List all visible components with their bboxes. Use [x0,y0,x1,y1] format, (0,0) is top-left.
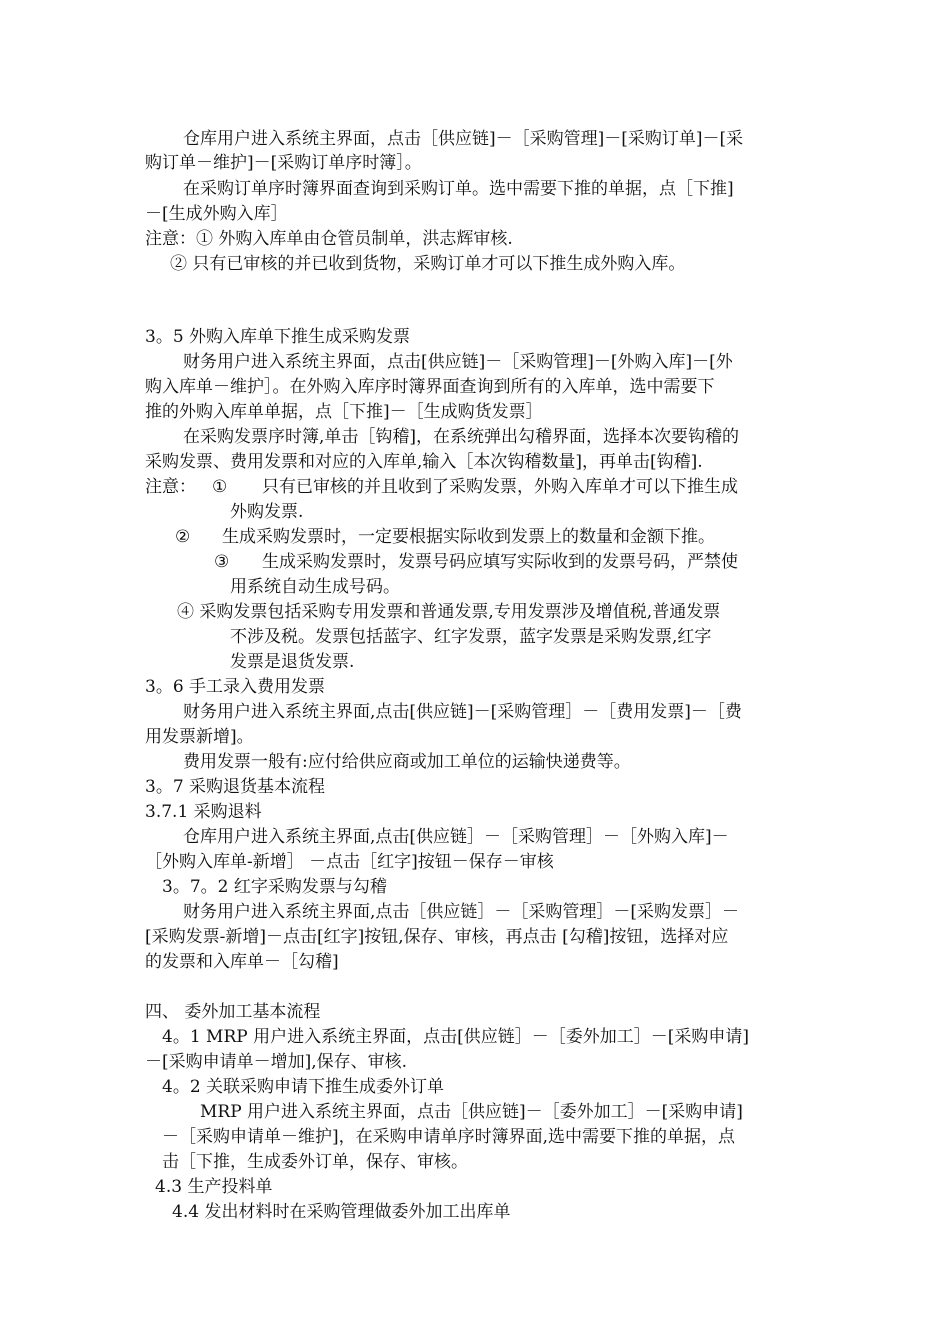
text-line: 财务用户进入系统主界面，点击[供应链]－［采购管理]－[外购入库]－[外 [183,352,733,372]
note-line: ② 只有已审核的并已收到货物，采购订单才可以下推生成外购入库。 [170,254,686,274]
text-line: 4。1 MRP 用户进入系统主界面，点击[供应链］－［委外加工］－[采购申请] [162,1027,749,1047]
text-line: 在采购发票序时簿,单击［钩稽]，在系统弹出勾稽界面，选择本次要钩稽的 [183,427,740,447]
note-number: ② [175,527,191,547]
note-line: 只有已审核的并且收到了采购发票，外购入库单才可以下推生成 [262,477,738,497]
subsection-heading: 3.7.1 采购退料 [145,802,262,822]
note-line: 外购发票. [230,502,304,522]
text-line: 的发票和入库单－［勾稽] [145,952,339,972]
note-line: 注意：① 外购入库单由仓管员制单，洪志辉审核. [145,229,513,249]
text-line: 费用发票一般有:应付给供应商或加工单位的运输快递费等。 [183,752,631,772]
subsection-heading: 4.4 发出材料时在采购管理做委外加工出库单 [172,1202,511,1222]
text-line: 财务用户进入系统主界面,点击［供应链］－［采购管理］－[采购发票］－ [183,902,740,922]
text-line: 用发票新增]。 [145,727,254,747]
subsection-heading: 4.3 生产投料单 [155,1177,273,1197]
text-line: 购入库单－维护］。在外购入库序时簿界面查询到所有的入库单，选中需要下 [145,377,715,397]
note-number: ③ [214,552,230,572]
text-line: 在采购订单序时簿界面查询到采购订单。选中需要下推的单据，点［下推] [183,179,734,199]
note-line: 发票是退货发票. [230,652,355,672]
text-line: 采购发票、费用发票和对应的入库单,输入［本次钩稽数量]，再单击[钩稽]. [145,452,703,472]
note-line: 不涉及税。发票包括蓝字、红字发票，蓝字发票是采购发票,红字 [230,627,712,647]
section-heading: 3。6 手工录入费用发票 [145,677,326,697]
note-line: 用系统自动生成号码。 [230,577,400,597]
section-heading: 3。7 采购退货基本流程 [145,777,326,797]
note-line: 生成采购发票时，一定要根据实际收到发票上的数量和金额下推。 [222,527,715,547]
text-line: [采购发票-新增]－点击[红字]按钮,保存、审核，再点击 [勾稽]按钮，选择对应 [145,927,729,947]
note-number: ① [212,477,228,497]
subsection-heading: 3。7。2 红字采购发票与勾稽 [162,877,387,897]
text-line: 仓库用户进入系统主界面,点击[供应链］－［采购管理］－［外购入库]－ [183,827,729,847]
text-line: 财务用户进入系统主界面,点击[供应链]－[采购管理］－［费用发票]－［费 [183,702,742,722]
chapter-heading: 四、 委外加工基本流程 [145,1002,321,1022]
text-line: 购订单－维护]－[采购订单序时簿］。 [145,153,422,173]
note-line: ④ 采购发票包括采购专用发票和普通发票,专用发票涉及增值税,普通发票 [177,602,721,622]
text-line: 仓库用户进入系统主界面，点击［供应链]－［采购管理]－[采购订单]－[采 [183,129,744,149]
text-line: －[生成外购入库］ [145,204,288,224]
text-line: －[采购申请单－增加],保存、审核. [145,1052,408,1072]
text-line: MRP 用户进入系统主界面，点击［供应链]－［委外加工］－[采购申请] [200,1102,743,1122]
text-line: －［采购申请单－维护]，在采购申请单序时簿界面,选中需要下推的单据，点 [162,1127,736,1147]
text-line: 击［下推，生成委外订单，保存、审核。 [162,1152,468,1172]
section-heading: 3。5 外购入库单下推生成采购发票 [145,327,411,347]
text-line: ［外购入库单-新增］ －点击［红字]按钮－保存－审核 [145,852,554,872]
text-line: 推的外购入库单单据，点［下推]－［生成购货发票］ [145,402,543,422]
note-label: 注意： [145,477,196,497]
note-line: 生成采购发票时，发票号码应填写实际收到的发票号码，严禁使 [262,552,738,572]
subsection-heading: 4。2 关联采购申请下推生成委外订单 [162,1077,445,1097]
